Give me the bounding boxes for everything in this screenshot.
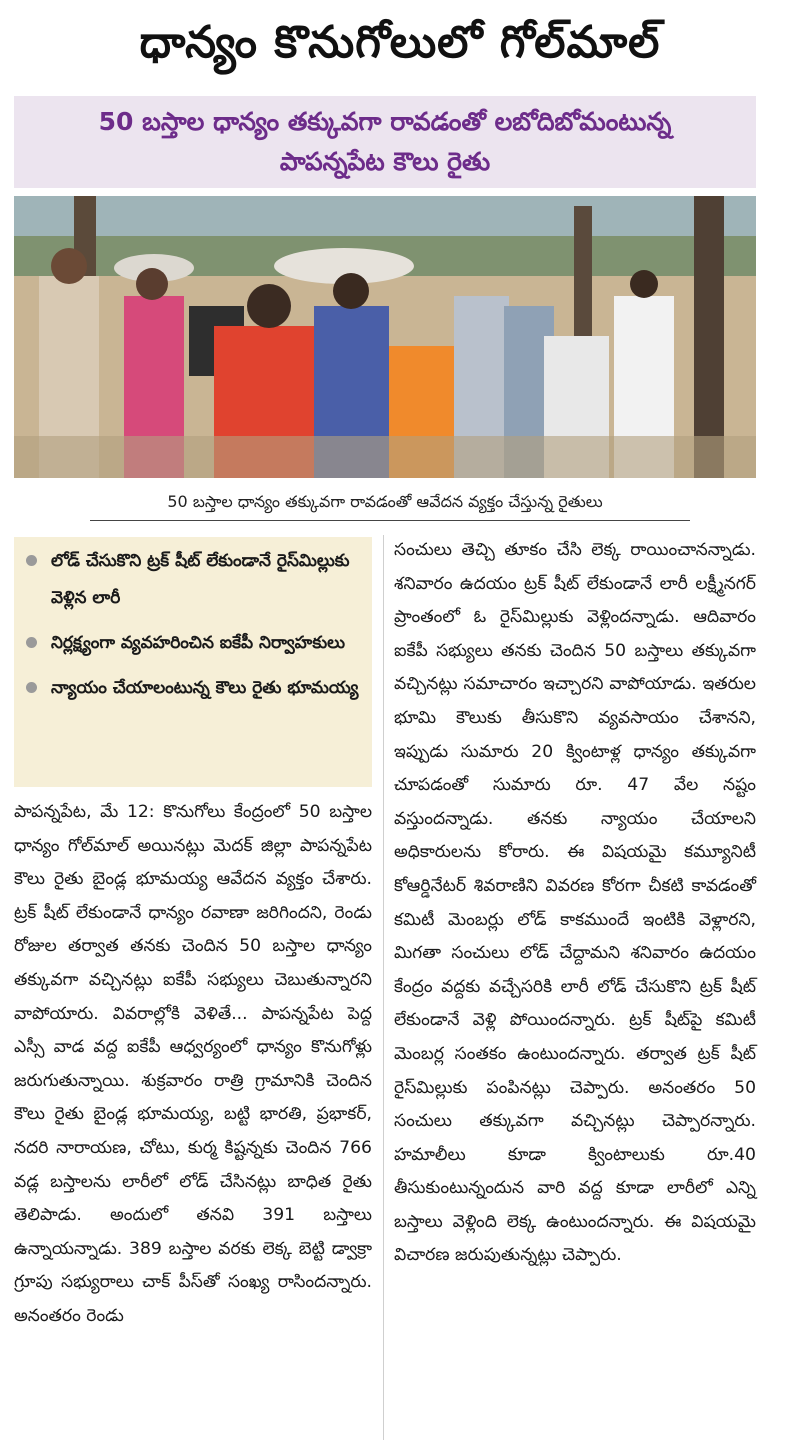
subheadline-line-1: 50 బస్తాల ధాన్యం తక్కువగా రావడంతో లబోదిబోమంటున్న bbox=[98, 107, 672, 136]
news-photo bbox=[14, 196, 756, 478]
bullet-dot-icon bbox=[26, 682, 37, 693]
highlight-text: న్యాయం చేయాలంటున్న కౌలు రైతు భూమయ్య bbox=[51, 678, 359, 698]
highlight-item bbox=[26, 543, 364, 617]
headline: ధాన్యం కొనుగోలులో గోల్‌మాల్ bbox=[139, 17, 661, 68]
subheadline bbox=[14, 96, 756, 188]
highlight-item bbox=[26, 670, 364, 707]
highlight-text: నిర్లక్ష్యంగా వ్యవహరించిన ఐకేపీ నిర్వాహకులు bbox=[51, 633, 346, 653]
bullet-dot-icon bbox=[26, 637, 37, 648]
highlights-box bbox=[14, 537, 372, 787]
photo-caption: 50 బస్తాల ధాన్యం తక్కువగా రావడంతో ఆవేదన వ్యక్తం చేస్తున్న రైతులు bbox=[167, 491, 603, 511]
body-column-right bbox=[394, 534, 756, 1273]
highlight-text: లోడ్ చేసుకొని ట్రక్ షీట్ లేకుండానే రైస్‌మిల్లుకు వెళ్లిన లారీ bbox=[51, 551, 350, 608]
highlight-item bbox=[26, 625, 364, 662]
subheadline-line-2: పాపన్నపేట కౌలు రైతు bbox=[279, 147, 491, 176]
caption-underline bbox=[90, 520, 690, 521]
bullet-dot-icon bbox=[26, 555, 37, 566]
body-text-right: సంచులు తెచ్చి తూకం చేసి లెక్క రాయించానన్నాడు. శనివారం ఉదయం ట్రక్ షీట్ లేకుండానే లారీ లక్ష్మీనగర్ ప్రాంతంలో ఓ రైస్‌మిల్లుకు వెళ్లిందన్నాడు. ఆదివారం ఐకేపీ సభ్యులు తనకు చెందిన 50 బస్తాలు తక్కువగా వచ్చినట్లు సమాచారం ఇచ్చారని వాపోయాడు. ఇతరుల భూమి కౌలుకు తీసుకొని వ్యవసాయం చేశానని, ఇప్పుడు సుమారు 20 క్వింటాళ్ల ధాన్యం తక్కువగా చూపడంతో సుమారు రూ. 47 వేల నష్టం వస్తుందన్నాడు. తనకు న్యాయం చేయాలని అధికారులను కోరారు. ఈ విషయమై కమ్యూనిటీ కోఆర్డినేటర్ శివరాణిని వివరణ కోరగా చీకటి కావడంతో కమిటీ మెంబర్లు లోడ్ కాకముందే ఇంటికి వెళ్లారని, మిగతా సంచులు లోడ్ చేద్దామని శనివారం ఉదయం కేంద్రం వద్దకు వచ్చేసరికి లారీ లోడ్ చేసుకొని ట్రక్ షీట్ లేకుండానే వెళ్లి పోయిందన్నారు. ట్రక్ షీట్‌పై కమిటీ మెంబర్ల సంతకం ఉంటుందన్నారు. తర్వాత ట్రక్ షీట్ రైస్‌మిల్లుకు పంపినట్లు చెప్పారు. అనంతరం 50 సంచులు తక్కువగా వచ్చినట్లు చెప్పారన్నారు. హమాలీలు కూడా క్వింటాలుకు రూ.40 తీసుకుంటున్నందున వారి వద్ద కూడా లారీలో ఎన్ని బస్తాలు వెళ్లింది లెక్క ఉంటుందన్నారు. ఈ విషయమై విచారణ జరుపుతున్నట్లు చెప్పారు. bbox=[394, 540, 756, 1266]
body-column-left bbox=[14, 796, 372, 1334]
column-divider bbox=[383, 535, 384, 1440]
body-text-left: పాపన్నపేట, మే 12: కొనుగోలు కేంద్రంలో 50 బస్తాల ధాన్యం గోల్‌మాల్ అయినట్లు మెదక్ జిల్లా పాపన్నపేట కౌలు రైతు బైండ్ల భూమయ్య ఆవేదన వ్యక్తం చేశారు. ట్రక్ షీట్ లేకుండానే ధాన్యం రవాణా జరిగిందని, రెండు రోజుల తర్వాత తనకు చెందిన 50 బస్తాల ధాన్యం తక్కువగా వచ్చినట్లు ఐకేపీ సభ్యులు చెబుతున్నారని వాపోయారు. వివరాల్లోకి వెళితే... పాపన్నపేట పెద్ద ఎస్సీ వాడ వద్ద ఐకేపీ ఆధ్వర్యంలో ధాన్యం కొనుగోళ్లు జరుగుతున్నాయి. శుక్రవారం రాత్రి గ్రామానికి చెందిన కౌలు రైతు బైండ్ల భూమయ్య, బట్టి భారతి, ప్రభాకర్, నదరి నారాయణ, చోటు, కుర్మ కిష్టన్నకు చెందిన 766 వడ్ల బస్తాలను లారీలో లోడ్ చేసినట్లు బాధిత రైతు తెలిపాడు. అందులో తనవి 391 బస్తాలు ఉన్నాయన్నాడు. 389 బస్తాల వరకు లెక్క బెట్టి డ్వాక్రా గ్రూపు సభ్యురాలు చాక్ పీస్‌తో సంఖ్య రాసిందన్నారు. అనంతరం రెండు bbox=[14, 802, 372, 1326]
farmers-group-photo bbox=[14, 196, 756, 478]
